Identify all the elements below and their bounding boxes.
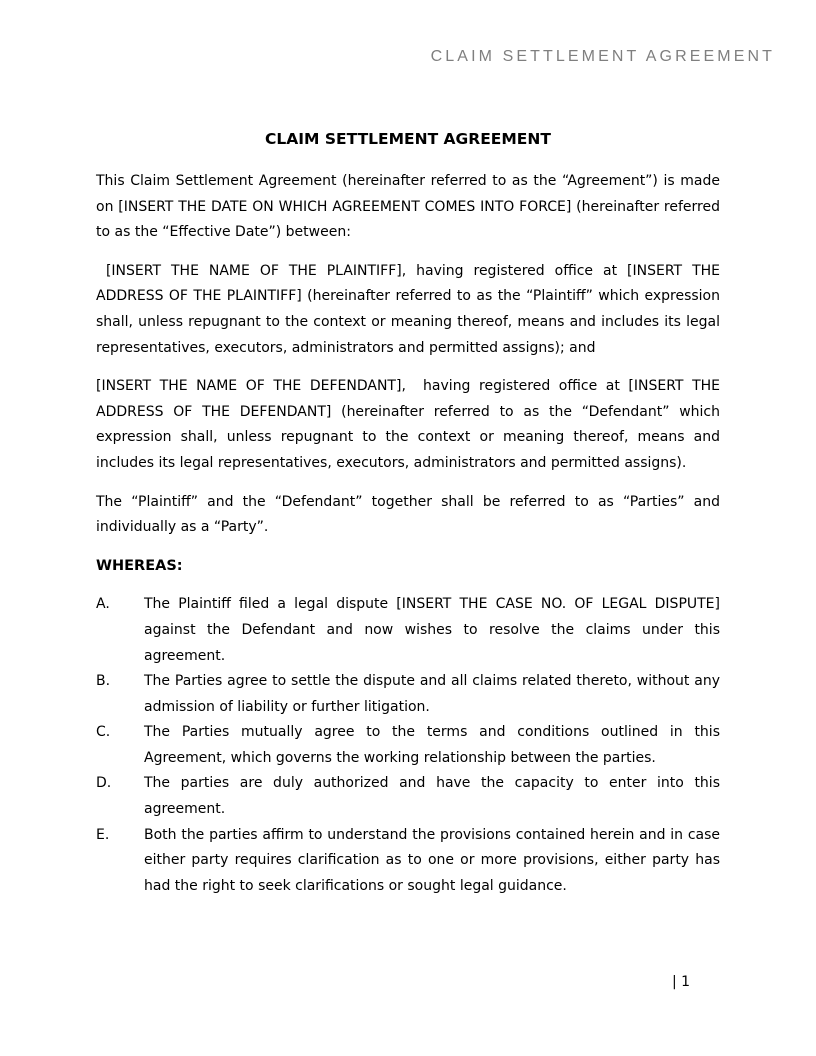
recital-text: The Plaintiff filed a legal dispute [INSERT THE CASE NO. OF LEGAL DISPUTE] against the Defendant and now wishes to resolve the claims under this agreement. bbox=[144, 596, 720, 664]
recital-letter: D. bbox=[96, 775, 112, 792]
recital-item bbox=[96, 771, 720, 822]
parties-paragraph: The “Plaintiff” and the “Defendant” together shall be referred to as “Parties” and individually as a “Party”. bbox=[96, 493, 720, 536]
defendant-paragraph: [INSERT THE NAME OF THE DEFENDANT], having registered office at [INSERT THE ADDRESS OF THE DEFENDANT] (hereinafter referred to as the “Defendant” which expression shall, unless repugnant to the context or meaning thereof, means and includes its legal representatives, executors, administrators and permitted assigns). bbox=[96, 378, 725, 471]
recital-text: The Parties mutually agree to the terms and conditions outlined in this Agreement, which governs the working relationship between the parties. bbox=[144, 724, 720, 766]
document-title: CLAIM SETTLEMENT AGREEMENT bbox=[265, 130, 551, 148]
recital-letter: B. bbox=[96, 673, 111, 690]
running-header: CLAIM SETTLEMENT AGREEMENT bbox=[430, 48, 775, 65]
recital-letter: A. bbox=[96, 596, 110, 613]
recital-letter: C. bbox=[96, 724, 111, 741]
recital-letter: E. bbox=[96, 826, 110, 843]
page-number: | 1 bbox=[672, 974, 691, 990]
recital-item bbox=[96, 669, 720, 720]
recital-item bbox=[96, 823, 720, 900]
recital-item bbox=[96, 592, 720, 669]
document-body bbox=[96, 128, 725, 899]
recitals-list bbox=[96, 592, 720, 899]
recital-item bbox=[96, 720, 720, 771]
plaintiff-paragraph: [INSERT THE NAME OF THE PLAINTIFF], having registered office at [INSERT THE ADDRESS OF THE PLAINTIFF] (hereinafter referred to as the “Plaintiff” which expression shall, unless repugnant to the context or meaning thereof, means and includes its legal representatives, executors, administrators and permitted assigns); and bbox=[96, 262, 725, 356]
recital-text: The Parties agree to settle the dispute and all claims related thereto, without any admission of liability or further litigation. bbox=[144, 673, 720, 715]
recital-text: The parties are duly authorized and have the capacity to enter into this agreement. bbox=[144, 775, 720, 818]
recital-text: Both the parties affirm to understand the provisions contained herein and in case either party requires clarification as to one or more provisions, either party has had the right to seek clarifications or sought legal guidance. bbox=[144, 826, 720, 894]
intro-paragraph: This Claim Settlement Agreement (hereinafter referred to as the “Agreement”) is made on [INSERT THE DATE ON WHICH AGREEMENT COMES INTO FORCE] (hereinafter referred to as the “Effective Date”) between: bbox=[96, 173, 720, 241]
whereas-heading: WHEREAS: bbox=[96, 557, 183, 574]
